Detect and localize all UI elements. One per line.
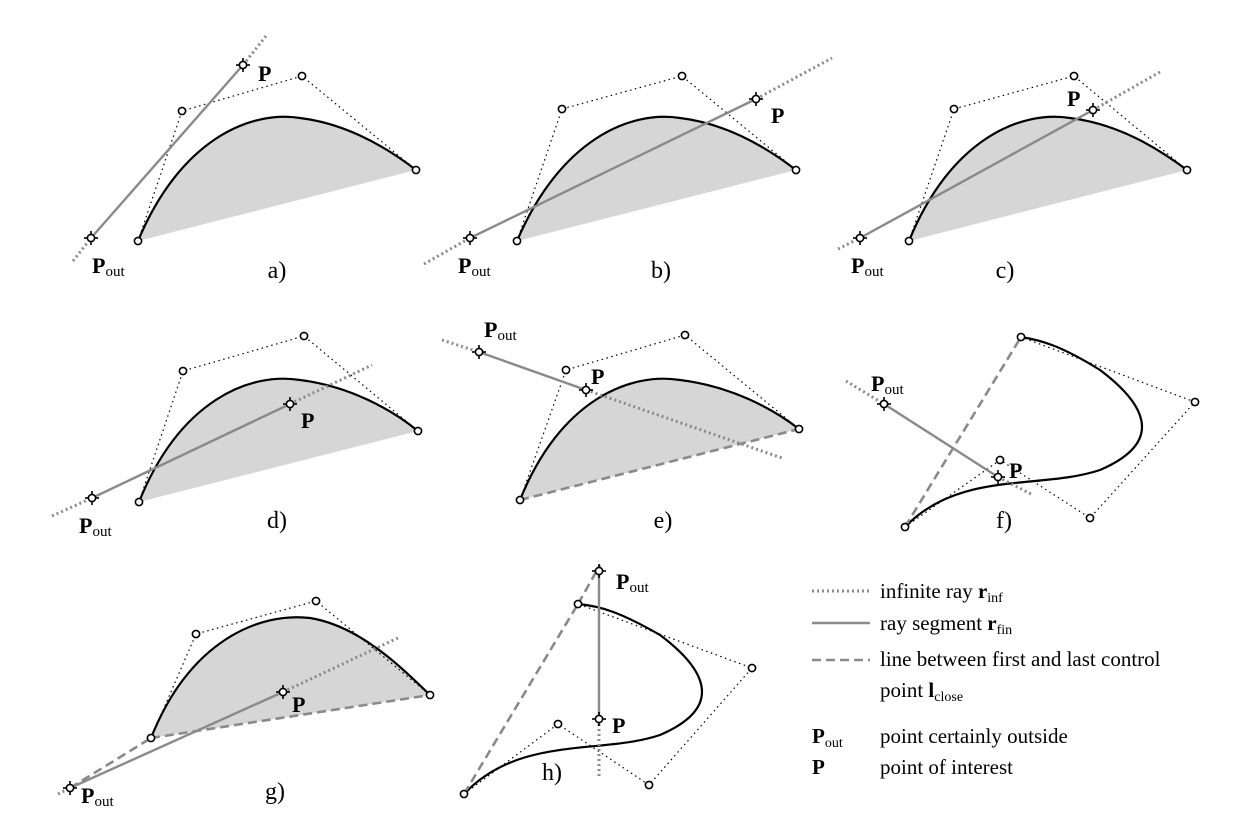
p-out-label: Pout: [616, 569, 649, 596]
legend-p-out: [812, 724, 1068, 751]
panel-c: [838, 72, 1191, 284]
p-marker: [1086, 103, 1100, 117]
legend-line-close-label-line1: line between first and last control: [880, 647, 1161, 671]
caption-c: c): [995, 258, 1015, 284]
legend-line-close-label-line2: point lclose: [880, 678, 964, 705]
p-label: P: [292, 692, 306, 717]
caption-g: g): [265, 779, 285, 805]
caption-b: b): [651, 258, 671, 284]
p-out-label: Pout: [81, 783, 114, 810]
legend-infinite-ray: [812, 579, 1003, 606]
caption-a: a): [267, 258, 287, 284]
legend: [812, 579, 1161, 779]
p-out-marker: [853, 231, 867, 245]
p-marker: [592, 712, 606, 726]
legend-p-out-label: point certainly outside: [880, 724, 1068, 748]
p-out-marker: [463, 231, 477, 245]
p-out-label: Pout: [851, 253, 884, 280]
p-label: P: [591, 364, 605, 389]
p-out-marker: [63, 781, 77, 795]
p-out-marker: [472, 345, 486, 359]
p-marker: [749, 92, 763, 106]
p-out-label: Pout: [79, 513, 112, 540]
p-out-marker: [877, 397, 891, 411]
legend-p-label: point of interest: [880, 755, 1013, 779]
caption-e: e): [653, 508, 673, 534]
p-out-label: Pout: [484, 317, 517, 344]
p-marker: [991, 470, 1005, 484]
p-label: P: [258, 61, 272, 86]
legend-line-close: [812, 647, 1161, 705]
caption-h: h): [542, 760, 562, 786]
legend-p-out-symbol: Pout: [812, 724, 843, 751]
legend-ray-segment: [812, 611, 1012, 638]
p-out-label: Pout: [92, 253, 125, 280]
panel-b: [424, 58, 832, 284]
p-label: P: [612, 713, 626, 738]
p-label: P: [1009, 458, 1023, 483]
panel-h: [460, 564, 755, 798]
p-out-label: Pout: [458, 253, 491, 280]
legend-p: [812, 755, 1013, 779]
p-label: P: [301, 408, 315, 433]
caption-d: d): [267, 508, 287, 534]
panel-f: [846, 333, 1199, 534]
panel-d: [52, 332, 422, 540]
p-label: P: [1067, 86, 1081, 111]
p-out-marker: [85, 491, 99, 505]
p-label: P: [771, 103, 785, 128]
legend-infinite-ray-label: infinite ray rinf: [880, 579, 1003, 606]
p-out-label: Pout: [871, 371, 904, 398]
legend-p-symbol: P: [812, 755, 825, 779]
panel-g: [58, 597, 434, 810]
legend-ray-segment-label: ray segment rfin: [880, 611, 1013, 638]
panel-e: [442, 317, 803, 534]
caption-f: f): [996, 508, 1012, 534]
panel-a: [73, 36, 420, 284]
